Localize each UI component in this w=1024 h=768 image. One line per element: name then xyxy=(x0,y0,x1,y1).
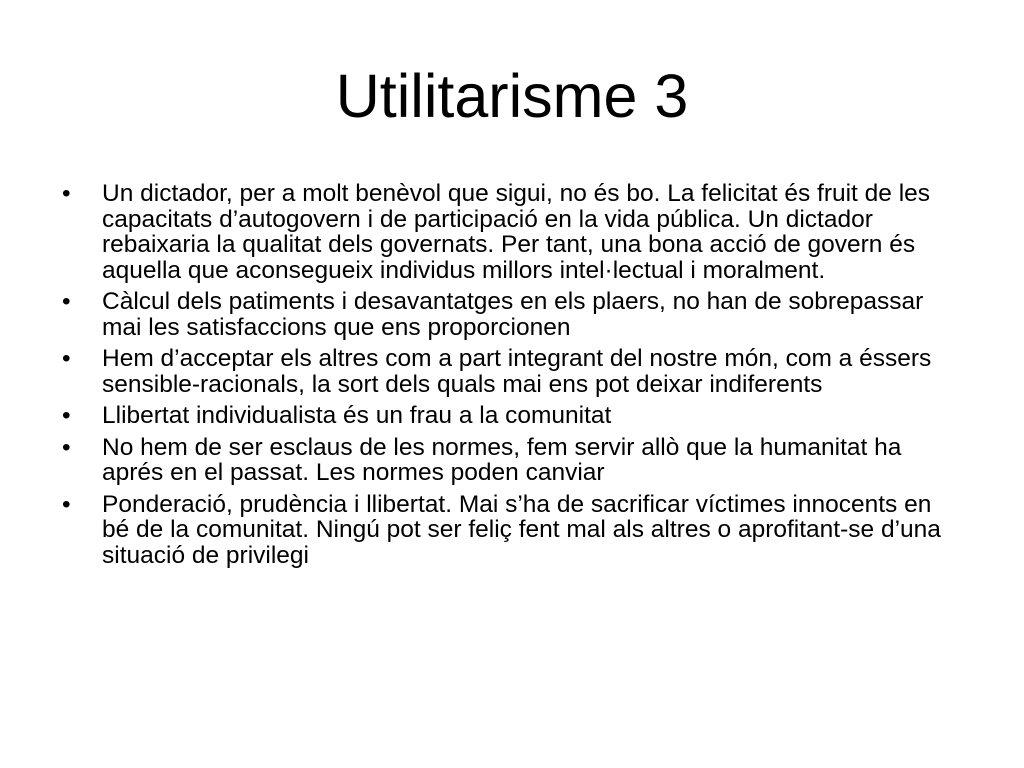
bullet-text: Càlcul dels patiments i desavantatges en els plaers, no han de sobrepassar mai les satisfaccions que ens proporcionen xyxy=(102,288,924,341)
bullet-text: No hem de ser esclaus de les normes, fem servir allò que la humanitat ha aprés en el passat. Les normes poden canviar xyxy=(102,433,902,486)
bullet-dot-icon: • xyxy=(62,490,71,518)
bullet-item xyxy=(62,181,962,283)
bullet-item xyxy=(62,403,962,429)
bullet-text: Llibertat individualista és un frau a la comunitat xyxy=(102,402,612,429)
bullet-dot-icon: • xyxy=(62,180,71,207)
bullet-item xyxy=(62,435,962,486)
bullet-item xyxy=(62,346,962,397)
bullet-text: Un dictador, per a molt benèvol que sigui, no és bo. La felicitat és fruit de les capacitats d’autogovern i de participació en la vida pública. Un dictador rebaixaria la qualitat dels governats. Per tant, una bona acció de govern és aquella que aconsegueix individus millors intel·lectual i moralment. xyxy=(102,180,931,284)
bullet-dot-icon: • xyxy=(62,288,71,315)
slide-title: Utilitarisme 3 xyxy=(335,62,689,130)
bullet-list xyxy=(62,181,962,574)
bullet-dot-icon: • xyxy=(62,345,71,372)
bullet-item xyxy=(62,492,962,569)
bullet-text: Hem d’acceptar els altres com a part integrant del nostre món, com a éssers sensible-racionals, la sort dels quals mai ens pot deixar indiferents xyxy=(102,345,932,398)
bullet-dot-icon: • xyxy=(62,402,71,429)
bullet-dot-icon: • xyxy=(62,433,71,461)
bullet-item xyxy=(62,289,962,340)
bullet-text: Ponderació, prudència i llibertat. Mai s’ha de sacrificar víctimes innocents en bé de la comunitat. Ningú pot ser feliç fent mal als altres o aprofitant-se d’una situació de privilegi xyxy=(102,490,941,569)
